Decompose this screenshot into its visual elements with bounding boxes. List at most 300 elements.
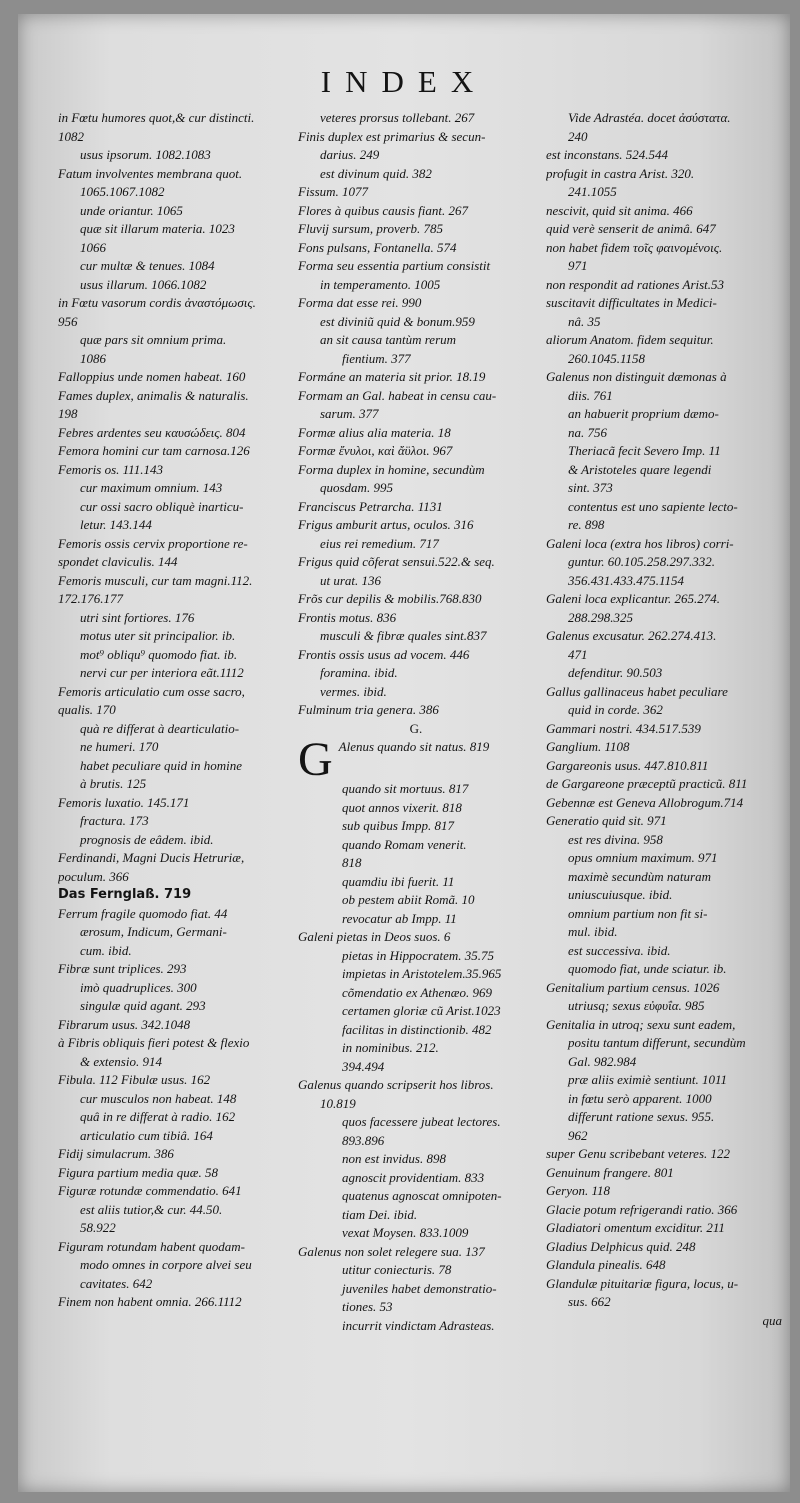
entry-text: facilitas in distinctionib. 482 [342, 1021, 492, 1037]
entry-text: Gammari nostri. 434.517.539 [546, 720, 701, 736]
index-entry [546, 1164, 782, 1183]
entry-text: musculi & fibræ quales sint.837 [320, 628, 487, 643]
index-entry [546, 664, 782, 683]
entry-text: quot annos vixerit. 818 [342, 799, 462, 815]
entry-text: quà re differat à dearticulatio- [80, 720, 240, 736]
entry-text: Forma dat esse rei. 990 [298, 295, 422, 310]
entry-text: & Aristoteles quare legendi [568, 461, 712, 477]
index-entry [58, 405, 294, 424]
index-entry [58, 849, 294, 868]
entry-text: Galeni loca explicantur. 265.274. [546, 591, 721, 606]
index-entry [58, 1034, 294, 1053]
index-entry [546, 997, 782, 1016]
index-entry [58, 313, 294, 332]
entry-text: non est invidus. 898 [342, 1151, 446, 1166]
index-entry [298, 276, 534, 295]
index-entry [58, 331, 294, 350]
index-entry [58, 202, 294, 221]
index-entry [58, 960, 294, 979]
index-entry [546, 1256, 782, 1275]
index-entry [58, 572, 294, 591]
entry-text: Formæ alius alia materia. 18 [298, 424, 451, 440]
index-entry [58, 997, 294, 1016]
index-entry [546, 627, 782, 646]
entry-text: Geryon. 118 [546, 1183, 611, 1198]
entry-text: non habet fidem τοῖς φαινομένοις. [546, 239, 723, 255]
index-entry [58, 942, 294, 961]
entry-text: Fons pulsans, Fontanella. 574 [298, 239, 457, 255]
index-entry [298, 257, 534, 276]
index-entry [546, 831, 782, 850]
index-entry [546, 849, 782, 868]
index-entry [298, 387, 534, 406]
index-entry [298, 928, 534, 947]
index-entry [298, 609, 534, 628]
index-entry [546, 775, 782, 794]
entry-text: na. 756 [568, 424, 607, 440]
index-entry [546, 313, 782, 332]
index-entry [546, 794, 782, 813]
index-entry [298, 738, 534, 780]
index-entry [546, 923, 782, 942]
entry-text: Ganglium. 1108 [546, 739, 630, 754]
index-entry [546, 609, 782, 628]
index-entry [58, 646, 294, 665]
index-entry [546, 979, 782, 998]
entry-text: Alenus quando sit natus. 819 [338, 739, 490, 754]
index-entry [58, 868, 294, 887]
entry-text: cavitates. 642 [80, 1275, 153, 1291]
index-entry [546, 461, 782, 480]
index-entry [58, 220, 294, 239]
entry-text: Generatio quid sit. 971 [546, 813, 667, 828]
index-entry [58, 1071, 294, 1090]
index-entry [546, 1238, 782, 1257]
entry-text: Forma duplex in homine, secundùm [298, 461, 485, 477]
entry-text: Femoris os. 111.143 [58, 461, 163, 477]
entry-text: Fluvij sursum, proverb. 785 [298, 221, 444, 236]
index-entry [58, 257, 294, 276]
entry-text: Fissum. 1077 [298, 184, 369, 199]
entry-text: ærosum, Indicum, Germani- [80, 924, 227, 939]
entry-text: Galeni loca (extra hos libros) corri- [546, 535, 734, 551]
entry-text: quatenus agnoscat omnipoten- [342, 1188, 502, 1203]
index-entry [298, 891, 534, 910]
index-entry [58, 1053, 294, 1072]
entry-text: à Fibris obliquis fieri potest & flexio [58, 1035, 250, 1050]
entry-text: quando sit mortuus. 817 [342, 781, 469, 796]
index-entry [546, 165, 782, 184]
entry-text: est successiva. ibid. [568, 942, 671, 958]
index-entry [58, 109, 294, 128]
entry-text: in fœtu serò apparent. 1000 [568, 1090, 712, 1106]
entry-text: prognosis de eâdem. ibid. [80, 831, 214, 847]
entry-text: quæ pars sit omnium prima. [80, 332, 227, 347]
index-entry [298, 424, 534, 443]
index-entry [546, 683, 782, 702]
index-entry [58, 165, 294, 184]
index-entry [298, 1150, 534, 1169]
entry-text: utriusq; sexus εὐφυΐα. 985 [568, 998, 705, 1013]
index-entry [58, 387, 294, 406]
entry-text: Fidij simulacrum. 386 [58, 1146, 174, 1161]
index-entry [546, 553, 782, 572]
index-entry [298, 780, 534, 799]
index-entry [58, 368, 294, 387]
index-entry [298, 128, 534, 147]
entry-text: cur multæ & tenues. 1084 [80, 258, 215, 273]
entry-text: Frontis ossis usus ad vocem. 446 [298, 646, 470, 662]
index-entry [298, 442, 534, 461]
index-entry [298, 1039, 534, 1058]
index-entry [298, 350, 534, 369]
entry-text: letur. 143.144 [80, 517, 152, 532]
entry-text: Formáne an materia sit prior. 18.19 [298, 369, 486, 384]
entry-text: Finis duplex est primarius & secun- [298, 128, 486, 144]
entry-text: 172.176.177 [58, 591, 123, 606]
index-entry [298, 1298, 534, 1317]
entry-text: de Gargareone præceptũ practicũ. 811 [546, 776, 748, 791]
index-entry [58, 183, 294, 202]
index-entry [546, 1145, 782, 1164]
entry-text: est inconstans. 524.544 [546, 147, 669, 162]
entry-text: quomodo fiat, unde sciatur. ib. [568, 961, 727, 976]
index-entry [298, 664, 534, 683]
index-entry [58, 590, 294, 609]
index-entry [546, 424, 782, 443]
index-entry [546, 701, 782, 720]
entry-text: imò quadruplices. 300 [80, 979, 197, 995]
drop-cap-initial: G [298, 738, 333, 780]
index-entry [298, 1095, 534, 1114]
entry-text: an sit causa tantùm rerum [320, 332, 457, 347]
index-entry [298, 1280, 534, 1299]
index-entry [58, 701, 294, 720]
entry-text: omnium partium non fit si- [568, 905, 708, 921]
index-entry [298, 1187, 534, 1206]
entry-text: qualis. 170 [58, 702, 116, 717]
index-entry [546, 257, 782, 276]
index-entry [298, 854, 534, 873]
index-entry [298, 947, 534, 966]
entry-text: cur maximum omnium. 143 [80, 480, 223, 495]
entry-text: Figuram rotundam habent quodam- [58, 1238, 245, 1254]
entry-text: 260.1045.1158 [568, 350, 646, 366]
entry-text: nâ. 35 [568, 313, 601, 329]
entry-text: uniuscuiusque. ibid. [568, 887, 673, 902]
entry-text: Galeni pietas in Deos suos. 6 [298, 929, 451, 944]
index-entry [58, 1127, 294, 1146]
index-entry [58, 720, 294, 739]
index-column-2 [298, 109, 534, 1335]
index-entry [58, 664, 294, 683]
entry-text: Gebennæ est Geneva Allobrogum.714 [546, 794, 744, 810]
entry-text: est res divina. 958 [568, 831, 663, 847]
index-entry [298, 1058, 534, 1077]
index-entry [58, 1182, 294, 1201]
entry-text: Gargareonis usus. 447.810.811 [546, 757, 709, 773]
index-entry [58, 905, 294, 924]
entry-text: sarum. 377 [320, 406, 379, 421]
entry-text: 818 [342, 855, 362, 870]
entry-text: Ferdinandi, Magni Ducis Hetruriæ, [58, 850, 245, 865]
index-entry [298, 461, 534, 480]
index-entry [298, 873, 534, 892]
entry-text: est aliis tutior,& cur. 44.50. [80, 1201, 223, 1217]
index-entry [298, 553, 534, 572]
index-entry [58, 276, 294, 295]
entry-text: Flores à quibus causis fiant. 267 [298, 202, 468, 218]
entry-text: cõmendatio ex Athenæo. 969 [342, 984, 492, 1000]
index-entry [58, 1164, 294, 1183]
entry-text: Theriacã fecit Severo Imp. 11 [568, 443, 721, 458]
entry-text: tiam Dei. ibid. [342, 1206, 418, 1222]
entry-text: fientium. 377 [342, 350, 411, 366]
index-entry [298, 683, 534, 702]
entry-text: 198 [58, 406, 78, 421]
index-entry [298, 1113, 534, 1132]
entry-text: & extensio. 914 [80, 1053, 162, 1069]
entry-text: juveniles habet demonstratio- [342, 1280, 497, 1296]
entry-text: motus uter sit principalior. ib. [80, 628, 236, 643]
index-entry [546, 1034, 782, 1053]
index-entry [298, 817, 534, 836]
entry-text: 241.1055 [568, 184, 617, 199]
index-entry [58, 1090, 294, 1109]
entry-text: quâ in re differat à radio. 162 [80, 1109, 236, 1124]
entry-text: Finem non habent omnia. 266.1112 [58, 1294, 242, 1309]
entry-text: Galenus quando scripserit hos libros. [298, 1077, 494, 1092]
index-entry [546, 738, 782, 757]
entry-text: 893.896 [342, 1132, 385, 1148]
index-entry [298, 239, 534, 258]
index-entry [546, 590, 782, 609]
index-entry [298, 331, 534, 350]
entry-text: in temperamento. 1005 [320, 276, 441, 292]
entry-text: Febres ardentes seu καυσώδεις. 804 [58, 424, 246, 440]
entry-text: 471 [568, 646, 588, 662]
entry-text: Genitalium partium census. 1026 [546, 979, 720, 995]
entry-text: in nominibus. 212. [342, 1040, 439, 1055]
index-entry [58, 1275, 294, 1294]
index-entry [58, 535, 294, 554]
entry-text: tiones. 53 [342, 1299, 393, 1314]
entry-text: Glacie potum refrigerandi ratio. 366 [546, 1201, 738, 1217]
index-entry [546, 886, 782, 905]
index-entry [546, 294, 782, 313]
index-entry [546, 1182, 782, 1201]
index-entry [58, 239, 294, 258]
index-entry [298, 498, 534, 517]
entry-text: 356.431.433.475.1154 [568, 572, 685, 588]
entry-text: fractura. 173 [80, 813, 149, 828]
index-entry [58, 1238, 294, 1257]
index-entry [298, 516, 534, 535]
entry-text: maximè secundùm naturam [568, 868, 711, 884]
index-entry [298, 572, 534, 591]
index-entry [298, 165, 534, 184]
entry-text: Vide Adrastéa. docet ἀσύστατα. [568, 110, 731, 125]
index-entry [546, 202, 782, 221]
index-entry [58, 609, 294, 628]
index-entry [298, 836, 534, 855]
entry-text: foramina. ibid. [320, 665, 398, 680]
index-entry [298, 202, 534, 221]
entry-text: Franciscus Petrarcha. 1131 [298, 498, 443, 514]
index-entry [298, 405, 534, 424]
entry-text: Fatum involventes membrana quot. [58, 165, 243, 181]
entry-text: ob pestem abiit Romã. 10 [342, 892, 475, 907]
index-entry [546, 905, 782, 924]
index-entry [298, 646, 534, 665]
index-entry [298, 1317, 534, 1336]
entry-text: Fulminum tria genera. 386 [298, 702, 439, 717]
entry-text: nescivit, quid sit anima. 466 [546, 202, 693, 218]
entry-text: Fibrarum usus. 342.1048 [58, 1016, 191, 1032]
index-entry [298, 220, 534, 239]
entry-text: Gladius Delphicus quid. 248 [546, 1238, 696, 1254]
index-entry [546, 239, 782, 258]
index-entry [58, 128, 294, 147]
index-entry [546, 960, 782, 979]
entry-text: impietas in Aristotelem.35.965 [342, 966, 502, 981]
entry-text: opus omnium maximum. 971 [568, 850, 718, 865]
index-entry [546, 516, 782, 535]
entry-text: incurrit vindictam Adrasteas. [342, 1317, 495, 1333]
entry-text: Femoris musculi, cur tam magni.112. [58, 572, 253, 588]
entry-text: agnoscit providentiam. 833 [342, 1169, 485, 1185]
entry-text: Glandulæ pituitariæ figura, locus, u- [546, 1275, 739, 1291]
index-entry [58, 886, 294, 905]
index-entry [546, 405, 782, 424]
entry-text: quosdam. 995 [320, 480, 393, 495]
index-entry [58, 1145, 294, 1164]
entry-text: in Fœtu humores quot,& cur distincti. [58, 110, 255, 125]
index-entry [546, 720, 782, 739]
entry-text: Galenus excusatur. 262.274.413. [546, 628, 717, 643]
entry-text: singulæ quid agant. 293 [80, 998, 206, 1013]
entry-text: quid verè senserit de animâ. 647 [546, 221, 716, 236]
index-entry [546, 479, 782, 498]
section-letter-heading [298, 720, 534, 739]
index-entry [546, 646, 782, 665]
entry-text: diis. 761 [568, 387, 613, 403]
entry-text: 956 [58, 313, 78, 329]
index-entry [298, 1206, 534, 1225]
entry-text: quamdiu ibi fuerit. 11 [342, 873, 455, 889]
index-entry [546, 331, 782, 350]
index-entry [58, 683, 294, 702]
index-entry [58, 627, 294, 646]
entry-text: articulatio cum tibiâ. 164 [80, 1127, 213, 1143]
index-entry [546, 812, 782, 831]
entry-text: Glandula pinealis. 648 [546, 1257, 666, 1272]
entry-text: ne humeri. 170 [80, 739, 159, 754]
index-entry [58, 831, 294, 850]
index-entry [58, 923, 294, 942]
entry-text: utri sint fortiores. 176 [80, 609, 195, 625]
entry-text: Galenus non solet relegere sua. 137 [298, 1243, 485, 1259]
entry-text: habet peculiare quid in homine [80, 757, 242, 773]
entry-text: Das Fernglaß. 719 [58, 887, 192, 902]
index-entry [546, 1053, 782, 1072]
index-entry [546, 942, 782, 961]
index-entry [546, 1219, 782, 1238]
entry-text: spondet claviculis. 144 [58, 554, 178, 569]
entry-text: Frontis motus. 836 [298, 609, 397, 625]
entry-text: Gal. 982.984 [568, 1053, 637, 1069]
index-entry [298, 590, 534, 609]
entry-text: Frõs cur depilis & mobilis.768.830 [298, 591, 482, 606]
entry-text: in Fœtu vasorum cordis ἀναστόμωσις. [58, 295, 256, 310]
index-entry [58, 146, 294, 165]
index-entry [298, 146, 534, 165]
entry-text: sint. 373 [568, 480, 613, 495]
entry-text: cum. ibid. [80, 942, 132, 958]
index-entry [58, 794, 294, 813]
index-entry [298, 1243, 534, 1262]
index-entry [546, 1071, 782, 1090]
index-entry [58, 1219, 294, 1238]
index-entry [58, 1293, 294, 1312]
index-entry [298, 294, 534, 313]
entry-text: revocatur ab Impp. 11 [342, 910, 457, 926]
index-entry [546, 220, 782, 239]
index-entry [546, 757, 782, 776]
entry-text: Femoris articulatio cum osse sacro, [58, 683, 245, 699]
entry-text: vermes. ibid. [320, 683, 387, 699]
entry-text: Formæ ἔνυλοι, καὶ ἄϋλοι. 967 [298, 443, 453, 458]
index-entry [298, 627, 534, 646]
entry-text: Formam an Gal. habeat in censu cau- [298, 387, 497, 403]
book-page [18, 14, 790, 1492]
entry-text: 971 [568, 258, 588, 273]
index-entry [298, 799, 534, 818]
entry-text: Forma seu essentia partium consistit [298, 258, 491, 273]
entry-text: quæ sit illarum materia. 1023 [80, 221, 235, 236]
entry-text: cur musculos non habeat. 148 [80, 1090, 237, 1106]
index-entry [298, 1261, 534, 1280]
index-entry [58, 350, 294, 369]
entry-text: est diviniũ quid & bonum.959 [320, 313, 475, 329]
entry-text: eius rei remedium. 717 [320, 535, 439, 551]
entry-text: usus illarum. 1066.1082 [80, 276, 207, 292]
index-entry [298, 965, 534, 984]
entry-text: qua [762, 1312, 782, 1328]
entry-text: Gallus gallinaceus habet peculiare [546, 683, 728, 699]
entry-text: non respondit ad rationes Arist.53 [546, 276, 725, 292]
index-entry [298, 1021, 534, 1040]
index-entry [58, 442, 294, 461]
entry-text: 1066 [80, 239, 106, 255]
index-entry [298, 109, 534, 128]
catchword [546, 1312, 782, 1331]
entry-text: veteres prorsus tollebant. 267 [320, 110, 475, 125]
entry-text: Figuræ rotundæ commendatio. 641 [58, 1183, 242, 1198]
index-entry [546, 368, 782, 387]
entry-text: Femora homini cur tam carnosa.126 [58, 443, 250, 458]
entry-text: contentus est uno sapiente lecto- [568, 498, 738, 514]
entry-text: Falloppius unde nomen habeat. 160 [58, 369, 246, 384]
entry-text: positu tantum differunt, secundùm [568, 1035, 746, 1050]
entry-text: mot⁹ obliqu⁹ quomodo fiat. ib. [80, 646, 238, 662]
index-entry [58, 757, 294, 776]
entry-text: aliorum Anatom. fidem sequitur. [546, 332, 714, 347]
entry-text: sus. 662 [568, 1294, 611, 1309]
index-entry [58, 979, 294, 998]
entry-text: profugit in castra Arist. 320. [546, 165, 695, 181]
index-entry [298, 910, 534, 929]
